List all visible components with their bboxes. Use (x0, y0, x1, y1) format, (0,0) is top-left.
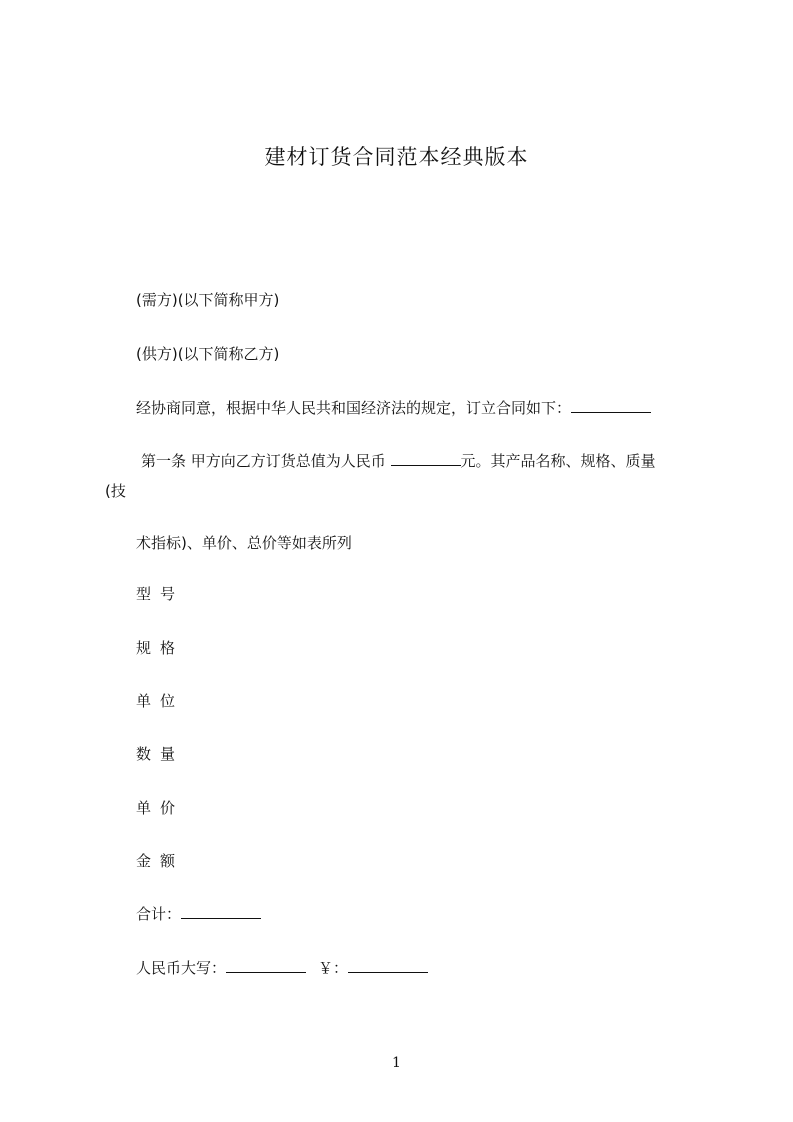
rmb-label: 人民币大写： (136, 959, 227, 977)
field-spec: 规格 (136, 639, 185, 657)
page-number: 1 (392, 1055, 401, 1071)
field-model: 型号 (136, 585, 185, 603)
yen-amount-blank[interactable] (348, 958, 428, 973)
article1-wrap: (技 (105, 482, 126, 500)
article1-continuation: 术指标)、单价、总价等如表所列 (136, 534, 352, 552)
total-blank[interactable] (181, 904, 261, 919)
preamble-text: 经协商同意，根据中华人民共和国经济法的规定，订立合同如下： (136, 399, 572, 417)
seller-line: (供方)(以下简称乙方) (136, 345, 280, 363)
rmb-words-blank[interactable] (226, 958, 306, 973)
preamble-line (136, 398, 651, 418)
total-label: 合计： (136, 905, 182, 923)
field-unit-price: 单价 (136, 799, 185, 817)
field-quantity: 数量 (136, 745, 185, 763)
preamble-blank[interactable] (571, 398, 651, 413)
contract-value-blank[interactable] (391, 451, 461, 466)
article1-line (141, 451, 656, 471)
total-line (136, 904, 261, 924)
document-title: 建材订货合同范本经典版本 (264, 145, 529, 169)
article1-text-part2: 元。其产品名称、规格、质量 (460, 452, 656, 470)
buyer-line: (需方)(以下简称甲方) (136, 291, 280, 309)
field-unit: 单位 (136, 692, 185, 710)
yen-label: ￥： (318, 959, 349, 977)
field-amount: 金额 (136, 852, 185, 870)
article1-text-part1: 第一条 甲方向乙方订货总值为人民币 (141, 452, 391, 470)
rmb-line (136, 958, 428, 978)
